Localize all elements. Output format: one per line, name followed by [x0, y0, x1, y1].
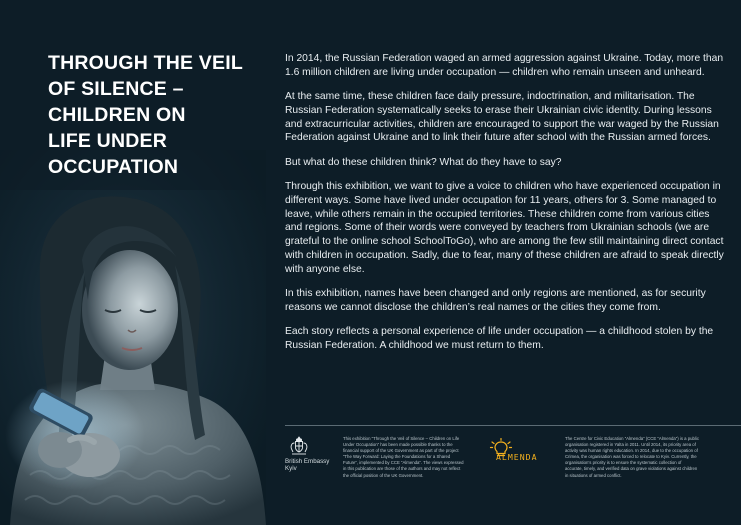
royal-crest-icon: [287, 434, 311, 458]
paragraph: In 2014, the Russian Federation waged an armed aggression against Ukraine. Today, more than 1.6 million children are living under occupation — children who remain unseen and unheard.: [285, 53, 724, 78]
paragraph: But what do these children think? What do they have to say?: [285, 156, 562, 168]
girl-with-phone-photo: [0, 150, 266, 525]
paragraph: Each story reflects a personal experience of life under occupation — a childhood stolen by the Russian Federation. A childhood we must return to them.: [285, 326, 714, 352]
exhibition-title: THROUGH THE VEIL OF SILENCE – CHILDREN ON LIFE UNDER OCCUPATION: [48, 52, 243, 178]
british-embassy-label: British Embassy Kyiv: [285, 458, 330, 473]
footer-divider: [285, 425, 741, 426]
funding-note: This exhibition “Through the Veil of Silence – Children on Life Under Occupation” has been made possible thanks to the financial support of the UK Government as part of the project “The Way Forward: Laying the Foundations for a Shared Future”, implemented by CCE “Almenda”. The views expressed in this publication are those of the authors and may not reflect the official position of the UK Government.: [343, 436, 464, 478]
left-column: [0, 0, 266, 525]
intro-text: [285, 52, 725, 363]
paragraph: At the same time, these children face daily pressure, indoctrination, and militarisation. The Russian Federation systematically seeks to erase their Ukrainian civic identity. During lessons and extracurricular activities, children are encouraged to support the war waged by the Russian Federation against Ukraine and to link their future after school with the Russian armed forces.: [285, 91, 719, 144]
paragraph: Through this exhibition, we want to give a voice to children who have experienced occupation in different ways. Some have lived under occupation for 11 years, others for 3. Some managed to leave, while others remain in the occupied territories. These children come from various cities and regions. Some of their words were conveyed by teachers from Ukrainian schools (we are grateful to the online school SchoolToGo), who are among the few still maintaining direct contact with children in occupation. Sadly, due to fear, many of these children are afraid to speak directly with anyone else.: [285, 181, 724, 275]
footer: [285, 434, 741, 504]
paragraph: In this exhibition, names have been changed and only regions are mentioned, as for security reasons we cannot disclose the children’s real names or the cities they come from.: [285, 288, 706, 313]
almenda-description: The Centre for Civic Education “Almenda” (CCE “Almenda”) is a public organisation registered in Yalta in 2011. Until 2014, its priority area of activity was human rights education. In 2014, due to the occupation of Crimea, the organisation was forced to relocate to Kyiv. Currently, the organisation’s priority is to ensure the systematic collection of accurate, timely, and verified data on grave violations against children in situations of armed conflict.: [565, 436, 699, 478]
almenda-logo-text: ALMENDA: [496, 452, 538, 462]
